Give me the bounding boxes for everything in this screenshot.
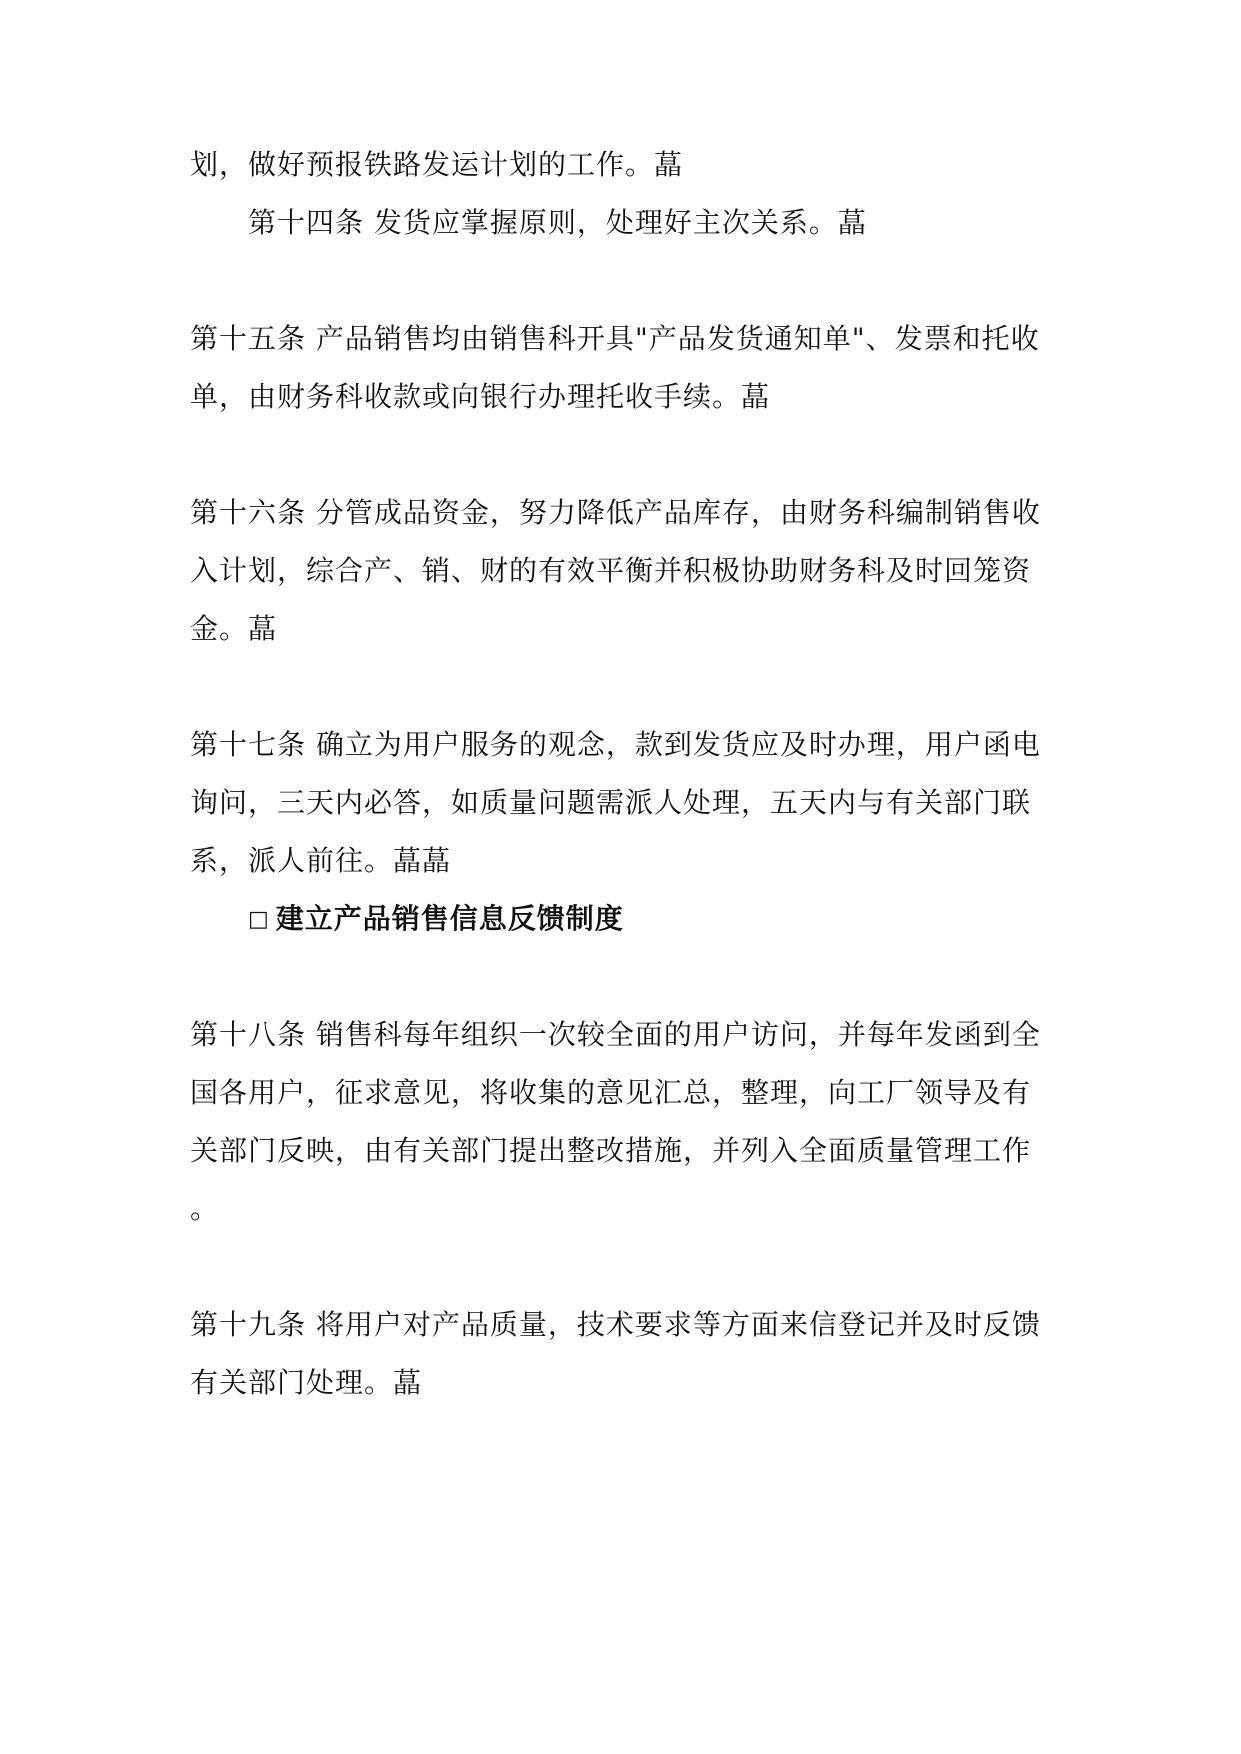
article-18-line-3: 关部门反映，由有关部门提出整改措施，并列入全面质量管理工作 — [190, 1134, 1032, 1167]
article-19-line-1: 第十九条 将用户对产品质量，技术要求等方面来信登记并及时反馈 — [190, 1308, 1041, 1341]
article-18-line-1: 第十八条 销售科每年组织一次较全面的用户访问，并每年发函到全 — [190, 1018, 1041, 1051]
paragraph-line: 划，做好预报铁路发运计划的工作。蕌 — [190, 148, 684, 181]
article-16-line-3: 金。蕌 — [190, 612, 278, 645]
article-18-line-2: 国各用户，征求意见，将收集的意见汇总，整理，向工厂领导及有 — [190, 1076, 1032, 1109]
checkbox-icon: □ — [248, 907, 270, 932]
article-17-line-2: 询问，三天内必答，如质量问题需派人处理，五天内与有关部门联 — [190, 786, 1032, 819]
section-heading-text: 建立产品销售信息反馈制度 — [275, 902, 624, 935]
article-16-line-1: 第十六条 分管成品资金，努力降低产品库存，由财务科编制销售收 — [190, 496, 1041, 529]
article-19-line-2: 有关部门处理。蕌 — [190, 1366, 423, 1399]
article-15-line-1: 第十五条 产品销售均由销售科开具"产品发货通知单"、发票和托收 — [190, 322, 1040, 355]
article-16-line-2: 入计划，综合产、销、财的有效平衡并积极协助财务科及时回笼资 — [190, 554, 1032, 587]
section-heading — [248, 901, 624, 938]
article-18-line-4: 。 — [190, 1192, 220, 1225]
article-17-line-3: 系，派人前往。蕌蕌 — [190, 844, 452, 877]
article-15-line-2: 单，由财务科收款或向银行办理托收手续。蕌 — [190, 380, 771, 413]
article-17-line-1: 第十七条 确立为用户服务的观念，款到发货应及时办理，用户函电 — [190, 728, 1041, 761]
article-14-line: 第十四条 发货应掌握原则，处理好主次关系。蕌 — [248, 206, 867, 239]
